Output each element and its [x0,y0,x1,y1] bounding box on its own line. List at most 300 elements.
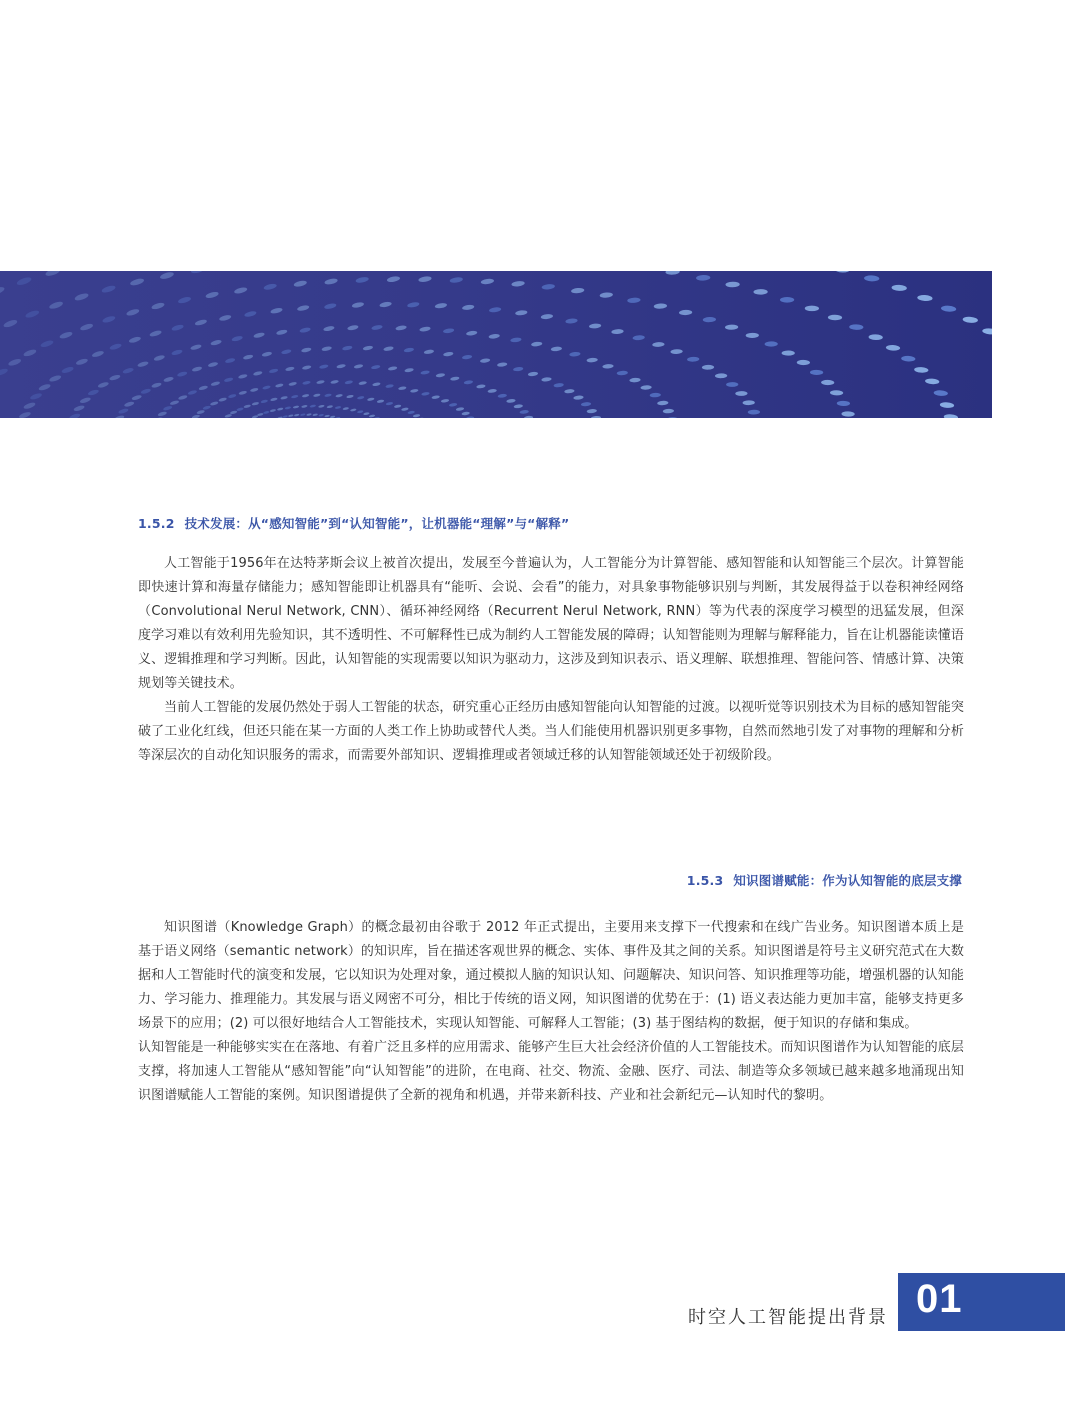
banner-dot [748,410,760,415]
banner-dot [449,276,463,283]
banner-dot [640,385,651,390]
banner-dot [443,351,454,356]
banner-dot [319,364,329,369]
banner-dot [270,397,278,401]
banner-dot [602,364,614,369]
banner-dot [367,397,375,401]
banner-dot [629,378,641,383]
banner-dot [379,301,392,308]
banner-dot [281,349,292,355]
banner-dot [228,394,237,399]
banner-dot [177,371,188,378]
banner-dot [128,336,141,344]
banner-dot [849,324,863,330]
banner-dot [342,345,353,351]
banner-dot [347,324,359,330]
banner-dot [515,310,528,316]
banner-dot [901,356,916,362]
banner-dot [330,415,335,418]
banner-dot [753,289,767,295]
banner-dot [275,383,284,388]
banner-dot [157,411,167,417]
banner-dot [355,276,369,284]
paragraph: 认知智能是一种能够实实在在落地、有着广泛且多样的应用需求、能够产生巨大社会经济价值的人工智能技术。而知识图谱作为认知智能的底层支撑，将加速人工智能从“感知智能”向“认知智能”的进阶，在电商、社交、物流、金融、医疗、司法、制造等众多领域已越来越多地涌现出知识图谱赋能人工智能的案例。知识图谱提供了全新的视角和机遇，并带来新科技、产业和社会新纪元—认知时代的黎明。 [138,1040,964,1103]
banner-dot [782,351,795,356]
banner-dot [441,399,450,403]
banner-dot [387,275,401,282]
banner-dot [253,371,263,377]
banner-dot [702,365,714,370]
banner-dot [443,328,455,334]
banner-dot [151,302,165,311]
banner-dot [663,409,674,414]
banner-dot [299,327,311,334]
banner-dot [480,358,491,363]
banner-dot [324,393,332,397]
banner-dot [75,358,88,366]
banner-dot [171,324,184,332]
banner-dot [715,373,727,378]
banner-dot [323,325,335,332]
banner-dot [163,405,173,411]
banner-dot [151,382,162,389]
banner-dot [205,291,219,299]
banner-dot [224,414,232,418]
banner-dot [250,387,259,392]
banner-dot [313,393,321,397]
banner-dot [551,346,563,352]
banner-dot [269,368,279,374]
banner-dot [528,371,539,376]
banner-dot [324,414,329,417]
banner-dot [765,341,778,346]
banner-dot [497,362,508,367]
banner-dot [837,401,850,406]
section-heading-1-5-3 [687,871,962,889]
banner-dot [886,345,900,351]
banner-dot [131,394,142,401]
banner-dot [0,367,9,376]
banner-dot [421,392,430,396]
banner-dot [238,374,248,380]
banner-dot [805,306,819,312]
banner-dot [934,390,949,396]
banner-dot [519,410,529,415]
banner-dot [586,357,598,362]
banner-dot [177,296,191,304]
banner-dot [404,368,414,373]
section-number: 1.5.2 [138,516,175,531]
banner-dot [350,408,357,412]
banner-dot [270,409,277,413]
banner-dot [321,346,332,352]
banner-dot [363,345,374,351]
banner-dot [178,395,188,401]
banner-dot [129,277,144,286]
banner-dot [650,393,661,398]
banner-dot [725,282,739,288]
banner-dot [511,280,525,287]
banner-dot [351,301,364,308]
banner-dot [627,297,641,303]
banner-dot [270,307,283,314]
section-title: 技术发展：从“感知智能”到“认知智能”，让机器能“理解”与“解释” [184,516,570,531]
banner-dot [925,378,940,384]
banner-dot [219,314,232,322]
banner-dot [797,360,810,365]
banner-dot [8,358,22,367]
banner-dot [301,347,312,353]
banner-dot [29,392,42,401]
banner-dot [725,324,738,330]
banner-dot [456,407,465,411]
banner-dot [318,414,323,417]
banner-dot [419,326,431,332]
banner-dot [190,344,202,351]
banner-dot [564,389,575,394]
banner-dot [487,389,497,394]
section-number: 1.5.3 [686,873,724,888]
banner-dot [810,370,823,375]
banner-dot [480,278,494,285]
banner-dot [462,354,473,359]
banner-dot [236,407,244,411]
banner-dot [344,380,353,385]
banner-dot [318,404,325,408]
banner-dot [461,411,470,415]
banner-dot [476,384,486,389]
banner-dot [746,333,759,338]
banner-dot [122,367,134,374]
banner-dot [449,403,458,407]
banner-dot [424,349,435,355]
banner-dot [282,415,287,418]
banner-dot [735,391,747,396]
banner-dot [617,370,629,375]
banner-dot [312,413,317,416]
banner-dot [310,404,317,408]
banner-dot [388,366,398,371]
banner-dot [371,364,381,369]
banner-dot [346,394,354,398]
banner-dot [252,401,260,405]
banner-dot [80,323,94,332]
banner-dot [300,413,305,416]
banner-dot [202,405,211,410]
banner-dot [230,410,238,414]
banner-dot [149,330,162,338]
banner-dot [336,364,346,369]
banner-dot [253,332,265,339]
banner-dot [208,361,219,367]
banner-dot [569,351,581,356]
banner-dot [371,324,383,330]
banner-dot [187,390,197,396]
banner-dot [407,301,420,308]
banner-dot [140,388,151,395]
banner-dot [277,416,283,418]
banner-dot [941,305,957,312]
banner-dot [243,354,254,360]
banner-dot [506,399,516,404]
banner-dot [59,331,73,340]
banner-dot [288,414,293,417]
banner-dot [398,386,407,391]
banner-dot [891,285,907,292]
banner-dot [589,323,602,329]
section-body-1-5-3 [138,916,964,1108]
banner-dot [343,407,350,411]
banner-dot [657,401,668,406]
banner-dot [257,413,264,417]
banner-dot [553,383,564,388]
chapter-number: 01 [916,1277,963,1321]
banner-dot [591,416,602,418]
banner-dot [45,271,61,277]
banner-dot [74,292,89,302]
banner-dot [363,412,370,416]
banner-dot [513,367,524,372]
banner-dot [743,400,755,405]
banner-dot [192,414,201,418]
banner-dot [23,401,36,410]
banner-dot [462,304,475,310]
banner-dot [198,385,208,391]
banner-dot [285,406,292,410]
banner-dot [404,347,415,353]
banner-dot [413,414,421,418]
banner-dot [679,310,692,316]
banner-dot [297,304,310,311]
banner-dot [280,396,288,400]
banner-dot [666,417,677,418]
banner-dot [170,400,180,406]
banner-dot [418,276,432,283]
banner-dot [358,381,367,386]
banner-dot [665,271,680,275]
banner-dot [0,285,5,296]
banner-dot [524,415,534,418]
banner-dot [109,374,121,381]
banner-dot [372,382,381,387]
banner-dot [531,341,543,347]
banner-dot [276,329,288,336]
banner-dot [126,308,140,317]
banner-dot [316,380,325,385]
banner-dot [252,415,259,418]
banner-dot [489,307,502,313]
banner-dot [224,377,234,383]
banner-dot [118,408,129,415]
banner-dot [234,286,248,294]
banner-dot [262,385,271,390]
banner-dot [868,334,882,340]
banner-dot [97,381,109,389]
banner-dot [87,389,99,397]
banner-dot [153,354,165,361]
banner-dot [154,417,164,418]
banner-dot [109,343,122,351]
header-banner-image [0,271,992,418]
banner-dot [541,284,555,291]
banner-dot [124,401,135,408]
banner-dot [420,370,430,375]
banner-dot [377,399,385,403]
banner-dot [288,381,297,386]
banner-dot [962,316,978,323]
banner-dot [357,410,364,414]
banner-dot [335,406,342,410]
chapter-title: 时空人工智能提出背景 [688,1307,888,1328]
banner-dot [196,409,205,414]
banner-dot [225,357,236,363]
banner-dot [277,407,284,411]
banner-dot [369,414,376,417]
banner-dot [238,390,247,395]
banner-dot [431,395,440,399]
banner-dot [327,405,334,409]
dot-wave-graphic [0,271,992,418]
banner-dot [835,271,850,273]
banner-dot [301,405,308,409]
banner-dot [302,394,310,398]
banner-dot [434,302,447,309]
banner-dot [285,366,295,372]
banner-dot [917,295,933,302]
section-title: 知识图谱赋能：作为认知智能的底层支撑 [733,873,962,888]
banner-dot [73,404,85,412]
banner-dot [510,337,522,343]
banner-dot [687,357,699,362]
banner-dot [395,325,407,331]
banner-dot [410,389,419,394]
banner-dot [357,396,365,400]
banner-dot [25,309,40,319]
banner-dot [464,380,474,385]
banner-dot [137,361,149,368]
banner-dot [373,417,380,418]
banner-dot [670,349,682,354]
banner-dot [231,335,243,342]
banner-dot [102,315,116,324]
banner-dot [514,404,524,409]
banner-dot [101,284,116,294]
banner-dot [466,416,475,418]
banner-dot [401,407,409,411]
banner-dot [306,413,311,416]
banner-dot [581,402,592,407]
banner-dot [914,367,929,373]
chapter-number-box [898,1273,1065,1331]
banner-dot [541,377,552,382]
banner-dot [163,376,174,383]
banner-dot [488,333,500,339]
paragraph: 人工智能于1956年在达特茅斯会议上被首次提出，发展至今普遍认为，人工智能分为计算智能、感知智能和认知智能三个层次。计算智能即快速计算和海量存储能力；感知智能即让机器具有“能听、会说、会看”的能力，对具象事物能够识别与判断，其发展得益于以卷积神经网络（Convolutional Nerul Network, CNN）、循环神经网络（Recurrent Nerul Network, RNN）等为代表的深度学习模型的迅猛发展，但深度学习难以有效利用先验知识，其不透明性、不可解释性已成为制约人工智能发展的障碍；认知智能则为理解与解释能力，旨在让机器能读懂语义、逻辑推理和学习判断。因此，认知智能的实现需要以知识为驱动力，这涉及到知识表示、语义理解、联想推理、智能问答、情感计算、决策规划等关键技术。 [138,556,964,691]
banner-dot [69,413,81,418]
banner-dot [335,417,340,418]
banner-dot [194,319,207,327]
banner-dot [218,397,227,402]
banner-dot [114,415,125,418]
banner-dot [293,280,307,288]
banner-dot [243,404,251,408]
banner-dot [828,315,842,321]
banner-dot [383,346,394,352]
banner-dot [40,339,54,348]
banner-dot [302,365,312,370]
banner-dot [587,409,598,414]
banner-dot [3,319,18,329]
banner-dot [541,314,554,320]
banner-dot [210,381,220,387]
banner-dot [385,384,394,389]
banner-dot [726,382,738,387]
banner-dot [49,374,62,382]
banner-dot [159,271,174,280]
banner-dot [171,349,183,356]
banner-dot [354,364,364,369]
paragraph: 知识图谱（Knowledge Graph）的概念最初由谷歌于 2012 年正式提出，主要用来支撑下一代搜索和在线广告业务。知识图谱本质上是基于语义网络（semantic network）的知识库，旨在描述客观世界的概念、实体、事件及其之间的关系。知识图谱是符号主义研究范式在大数据和人工智能时代的演变和发展，它以知识为处理对象，通过模拟人脑的知识认知、问题解决、知识问答、知识推理等功能，增强机器的认知能力、学习能力、推理能力。其发展与语义网密不可分，相比于传统的语义网，知识图谱的优势在于：(1) 语义表达能力更加丰富，能够支持更多场景下的应用；(2) 可以很好地结合人工智能技术，实现认知智能、可解释人工智能；(3) 基于图结构的数据，便于知识的存储和集成。 [138,920,964,1031]
banner-dot [192,366,203,372]
banner-dot [944,414,959,418]
section-body-1-5-2 [138,552,964,768]
banner-dot [38,383,51,391]
banner-dot [293,405,300,409]
banner-dot [450,376,460,381]
banner-dot [190,271,205,274]
banner-dot [696,275,710,281]
banner-dot [654,303,668,309]
banner-dot [864,275,879,281]
banner-dot [302,380,311,385]
banner-dot [821,380,834,385]
banner-dot [571,287,585,293]
banner-dot [565,318,578,324]
banner-dot [611,329,624,335]
banner-dot [263,283,277,291]
paragraph: 当前人工智能的发展仍然处于弱人工智能的状态，研究重心正经历由感知智能向认知智能的过渡。以视听觉等识别技术为目标的感知智能突破了工业化红线，但还只能在某一方面的人类工作上协助或替代人类。当人们能使用机器识别更多事物，自然而然地引发了对事物的理解和分析等深层次的自动化知识服务的需求，而需要外部知识、逻辑推理或者领域迁移的认知智能领域还处于初级阶段。 [138,700,964,763]
banner-dot [573,395,584,400]
banner-dot [263,411,270,415]
banner-dot [330,380,339,385]
banner-dot [652,342,665,347]
banner-dot [79,397,91,405]
banner-dot [291,394,299,398]
banner-dot [497,393,507,398]
banner-dot [48,300,63,310]
banner-dot [324,303,337,310]
banner-dot [294,414,299,417]
banner-dot [417,417,425,418]
banner-dot [599,292,613,298]
banner-dot [703,317,716,323]
banner-dot [244,310,257,318]
banner-dot [18,411,31,418]
banner-dot [841,411,854,416]
banner-dot [632,335,645,341]
banner-dot [324,278,338,286]
banner-dot [16,276,32,287]
banner-dot [261,351,272,357]
banner-dot [210,401,219,406]
banner-dot [940,402,955,408]
banner-dot [210,339,222,346]
banner-dot [780,297,794,303]
banner-dot [407,410,415,414]
banner-dot [830,390,843,395]
banner-dot [23,348,37,357]
banner-dot [260,399,268,403]
